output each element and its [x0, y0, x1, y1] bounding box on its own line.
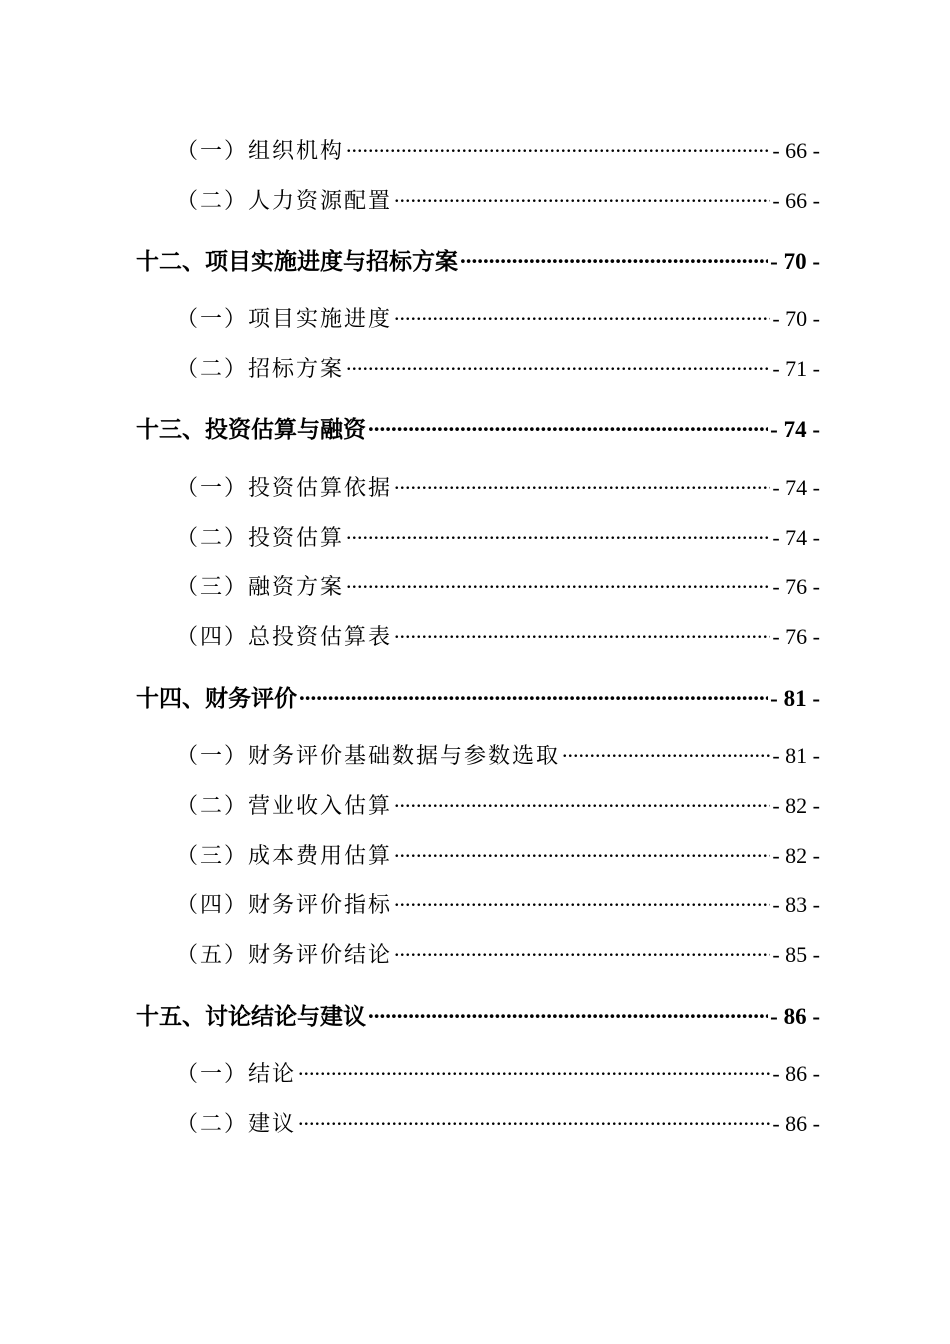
toc-chapter[interactable]: [0, 998, 820, 1031]
toc-dot-leader: [394, 186, 770, 208]
toc-entry[interactable]: [0, 521, 820, 552]
toc-entry-page: - 81 -: [772, 743, 820, 768]
toc-entry[interactable]: [0, 739, 820, 770]
toc-entry-page: - 71 -: [772, 356, 820, 381]
toc-chapter-page: - 81 -: [770, 686, 820, 711]
toc-dot-leader: [346, 572, 770, 594]
toc-entry[interactable]: [0, 839, 820, 870]
toc-entry[interactable]: [0, 620, 820, 651]
toc-chapter-title: 十五、讨论结论与建议: [136, 1003, 366, 1030]
toc-dot-leader: [346, 354, 770, 376]
toc-entry-title: （一）项目实施进度: [176, 307, 393, 332]
toc-entry-title: （五）财务评价结论: [176, 943, 393, 968]
toc-entry-title: （二）人力资源配置: [176, 189, 393, 214]
toc-dot-leader: [346, 136, 770, 158]
toc-entry-page: - 83 -: [772, 892, 820, 917]
toc-dot-leader: [394, 304, 770, 326]
toc-entry-page: - 76 -: [772, 624, 820, 649]
toc-entry-page: - 85 -: [772, 942, 820, 967]
toc-entry-title: （二）招标方案: [176, 357, 345, 382]
toc-entry-page: - 74 -: [772, 525, 820, 550]
toc-chapter[interactable]: [0, 243, 820, 276]
toc-entry-title: （一）组织机构: [176, 139, 345, 164]
toc-entry-page: - 76 -: [772, 574, 820, 599]
toc-entry-page: - 74 -: [772, 475, 820, 500]
toc-entry-page: - 66 -: [772, 188, 820, 213]
toc-entry-title: （三）成本费用估算: [176, 844, 393, 869]
toc-entry[interactable]: [0, 471, 820, 502]
toc-entry-title: （一）结论: [176, 1062, 297, 1087]
toc-chapter-title: 十四、财务评价: [136, 685, 297, 712]
toc-entry-title: （一）财务评价基础数据与参数选取: [176, 744, 561, 769]
toc-entry-page: - 70 -: [772, 306, 820, 331]
toc-dot-leader: [394, 940, 770, 962]
toc-dot-leader: [368, 414, 768, 437]
toc-chapter-page: - 86 -: [770, 1004, 820, 1029]
toc-entry[interactable]: [0, 352, 820, 383]
toc-entry[interactable]: [0, 1107, 820, 1138]
toc-entry[interactable]: [0, 134, 820, 165]
toc-entry-title: （二）建议: [176, 1112, 297, 1137]
toc-chapter-title: 十二、项目实施进度与招标方案: [136, 248, 458, 275]
toc-entry-page: - 86 -: [772, 1061, 820, 1086]
toc-entry-page: - 82 -: [772, 793, 820, 818]
toc-dot-leader: [368, 1001, 768, 1024]
toc-entry-page: - 82 -: [772, 843, 820, 868]
toc-dot-leader: [346, 523, 770, 545]
toc-chapter-title: 十三、投资估算与融资: [136, 416, 366, 443]
toc-dot-leader: [394, 622, 770, 644]
toc-chapter[interactable]: [0, 680, 820, 713]
toc-dot-leader: [460, 246, 768, 269]
toc-entry-page: - 66 -: [772, 138, 820, 163]
toc-dot-leader: [394, 890, 770, 912]
toc-entry-title: （四）财务评价指标: [176, 893, 393, 918]
toc-dot-leader: [298, 1109, 770, 1131]
toc-entry-page: - 86 -: [772, 1111, 820, 1136]
toc-entry-title: （二）营业收入估算: [176, 794, 393, 819]
toc-dot-leader: [298, 1059, 770, 1081]
toc-chapter-page: - 70 -: [770, 249, 820, 274]
toc-entry-title: （四）总投资估算表: [176, 625, 393, 650]
toc-entry[interactable]: [0, 789, 820, 820]
toc-entry[interactable]: [0, 1057, 820, 1088]
toc-entry-title: （二）投资估算: [176, 526, 345, 551]
toc-chapter[interactable]: [0, 411, 820, 444]
toc-entry-title: （三）融资方案: [176, 575, 345, 600]
toc-dot-leader: [562, 741, 770, 763]
toc-entry[interactable]: [0, 888, 820, 919]
toc-dot-leader: [394, 791, 770, 813]
toc-dot-leader: [394, 841, 770, 863]
toc-entry[interactable]: [0, 938, 820, 969]
toc-entry-title: （一）投资估算依据: [176, 476, 393, 501]
toc-chapter-page: - 74 -: [770, 417, 820, 442]
toc-entry[interactable]: [0, 570, 820, 601]
toc-dot-leader: [299, 683, 768, 706]
toc-entry[interactable]: [0, 302, 820, 333]
toc-dot-leader: [394, 473, 770, 495]
toc-entry[interactable]: [0, 184, 820, 215]
